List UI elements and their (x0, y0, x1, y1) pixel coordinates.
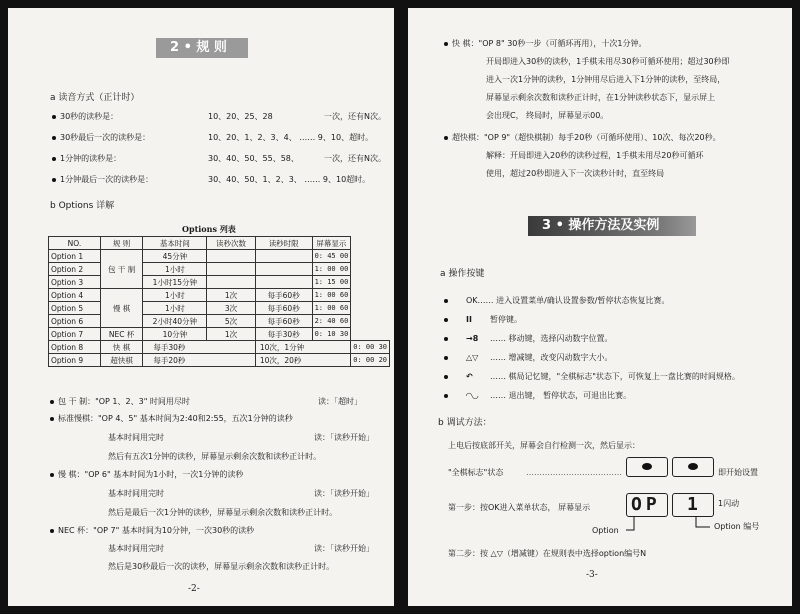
count-row-values: 30、40、50、55、58、 (208, 154, 299, 163)
note-line: 然后有五次1分钟的读秒，屏幕显示剩余次数和读秒正计时。 (108, 452, 322, 461)
count-row-label: 1分钟的读秒是： (52, 153, 121, 164)
cell-display: 0: 45 00 (312, 250, 351, 263)
count-row-values: 10、20、1、2、3、4、 …… 9、10、超时。 (208, 133, 374, 142)
cell-count: 10次，20秒 (255, 354, 350, 367)
paragraph-line: 开局即进入30秒的读秒，1手棋未用尽30秒可循环使用；超过30秒即 (486, 57, 730, 66)
key-row (444, 352, 452, 363)
key-row (444, 314, 452, 325)
bullet-icon (52, 178, 56, 182)
col-display: 屏幕显示 (312, 237, 351, 250)
cell-count: 1次 (207, 328, 256, 341)
cell-no: Option 1 (49, 250, 101, 263)
paragraph-lead: 快 棋："OP 8" 30秒一步（可循环再用），十次1分钟。 (444, 38, 646, 49)
count-row-tail: 一次，还有N次。 (324, 112, 386, 121)
cell-no: Option 3 (49, 276, 101, 289)
note-line: 基本时间用完时 (108, 433, 164, 442)
bullet-icon (444, 136, 448, 140)
note-line: 基本时间用完时 (108, 489, 164, 498)
cell-display: 0: 00 20 (351, 354, 390, 367)
page-number: -2- (188, 584, 200, 594)
note-line: 基本时间用完时 (108, 544, 164, 553)
cell-count: 1次 (207, 289, 256, 302)
bullet-icon (444, 42, 448, 46)
section-a-heading: a 操作按键 (440, 269, 485, 279)
bullet-icon (444, 375, 448, 379)
table-title: Options 列表 (182, 224, 236, 234)
rules-banner: 2 • 规 则 (156, 38, 248, 58)
cell-display: 1: 15 00 (312, 276, 351, 289)
cell-limit (255, 263, 312, 276)
note-line: 读：「读秒开始」 (314, 433, 374, 442)
paragraph-line: 屏幕显示剩余次数和读秒正计时，在1分钟读秒状态下，显示屏上 (486, 93, 716, 102)
cell-rule: 超快棋 (100, 354, 143, 367)
section-b-heading: b 调试方法： (438, 418, 492, 428)
page-number: -3- (586, 570, 598, 580)
note-line: 读：「超时」 (318, 397, 362, 406)
key-description: …… 退出键， 暂停状态，可退出比赛。 (490, 391, 632, 400)
key-row (444, 390, 452, 401)
bullet-icon (444, 394, 448, 398)
count-row-label: 30秒最后一次的读秒是： (52, 132, 150, 143)
cell-base: 2小时40分钟 (143, 315, 207, 328)
bullet-icon (50, 529, 54, 533)
note-bullet-line: 标准慢棋："OP 4、5" 基本时间为2:40和2:55，五次1分钟的读秒 (50, 413, 293, 424)
key-description: …… 增减键，改变闪动数字大小。 (490, 353, 613, 362)
cell-base: 每手20秒 (143, 354, 255, 367)
cell-base: 1小时15分钟 (143, 276, 207, 289)
paragraph-line: 使用，超过20秒即进入下一次读秒计时，直至终局 (486, 169, 665, 178)
up-down-icon: △▽ (466, 353, 479, 362)
intro-text: 上电后按底部开关，屏幕会自行检测一次，然后显示： (448, 441, 640, 450)
note-line: 读：「读秒开始」 (314, 544, 374, 553)
option-callout: Option (592, 526, 619, 535)
col-rule: 规 则 (100, 237, 143, 250)
cell-base: 1小时 (143, 289, 207, 302)
col-limit: 读秒时限 (255, 237, 312, 250)
bullet-icon (50, 473, 54, 477)
table-row (49, 276, 390, 289)
note-line: 然后是30秒最后一次的读秒，屏幕显示剩余次数和读秒正计时。 (108, 562, 335, 571)
cell-no: Option 5 (49, 302, 101, 315)
table-row (49, 250, 390, 263)
cell-rule: 慢 棋 (100, 289, 143, 328)
key-description: …… 棋局记忆键，"全棋标志"状态下，可恢复上一盘比赛的时间规格。 (490, 372, 740, 381)
cell-limit: 每手30秒 (255, 328, 312, 341)
table-row (49, 289, 390, 302)
cell-display: 0: 10 30 (312, 328, 351, 341)
table-row (49, 354, 390, 367)
start-setting-label: 即开始设置 (718, 468, 758, 477)
bullet-icon (52, 157, 56, 161)
cell-display: 1: 00 60 (312, 302, 351, 315)
bullet-icon (444, 318, 448, 322)
paragraph-line: 会出现C， 终局时，屏幕显示00。 (486, 111, 609, 120)
cell-base: 45分钟 (143, 250, 207, 263)
cell-base: 每手30秒 (143, 341, 255, 354)
cell-count (207, 250, 256, 263)
table-row (49, 328, 390, 341)
operation-banner: 3 • 操作方法及实例 (528, 216, 696, 236)
cell-no: Option 4 (49, 289, 101, 302)
table-row (49, 315, 390, 328)
cell-count (207, 263, 256, 276)
key-row (444, 333, 452, 344)
cell-count (207, 276, 256, 289)
table-row (49, 263, 390, 276)
cell-rule: 包 干 制 (100, 250, 143, 289)
cell-display: 1: 00 60 (312, 289, 351, 302)
bullet-icon (52, 136, 56, 140)
pause-icon: II (466, 315, 472, 324)
options-table (48, 236, 390, 367)
right-page (408, 8, 792, 606)
table-row (49, 302, 390, 315)
bullet-icon (52, 115, 56, 119)
key-description: 暂停键。 (490, 315, 522, 324)
section-a-heading: a 读音方式（正计时） (50, 93, 140, 103)
key-row (444, 371, 452, 382)
key-row (444, 295, 452, 306)
left-page (8, 8, 394, 606)
paragraph-line: 解释：开局即进入20秒的读秒过程，1手棋未用尽20秒可循环 (486, 151, 704, 160)
cell-rule: 快 棋 (100, 341, 143, 354)
cell-display: 2: 40 60 (312, 315, 351, 328)
option-number-callout: Option 编号 (714, 522, 760, 531)
cell-count: 5次 (207, 315, 256, 328)
paragraph-line: 进入一次1分钟的读秒，1分钟用尽后进入下1分钟的读秒，至终局， (486, 75, 726, 84)
cell-no: Option 9 (49, 354, 101, 367)
cell-limit: 每手60秒 (255, 302, 312, 315)
exit-icon: ◠◡ (466, 391, 479, 400)
cell-base: 1小时 (143, 302, 207, 315)
seg-op: OP (631, 494, 661, 515)
key-description: OK…… 进入设置菜单/确认设置参数/暂停状态恢复比赛。 (466, 296, 670, 305)
cell-no: Option 8 (49, 341, 101, 354)
cell-limit: 每手60秒 (255, 315, 312, 328)
cell-limit: 每手60秒 (255, 289, 312, 302)
step-two-text: 第二步：按 △▽（增减键）在规则表中选择option编号N (448, 549, 647, 558)
table-header-row (49, 237, 390, 250)
bullet-icon (50, 417, 54, 421)
count-row-values: 10、20、25、28 (208, 112, 273, 121)
cell-display: 1: 00 00 (312, 263, 351, 276)
bullet-icon (50, 400, 54, 404)
bullet-icon (444, 337, 448, 341)
key-description: …… 移动键，选择闪动数字位置。 (490, 334, 613, 343)
col-count: 读秒次数 (207, 237, 256, 250)
note-bullet-line: 慢 棋："OP 6" 基本时间为1小时，一次1分钟的读秒 (50, 469, 243, 480)
cell-limit (255, 276, 312, 289)
note-line: 然后是最后一次1分钟的读秒，屏幕显示剩余次数和读秒正计时。 (108, 508, 338, 517)
state-label: "全棋标志"状态 (448, 468, 504, 477)
bullet-icon (444, 299, 448, 303)
count-row-tail: 一次，还有N次。 (324, 154, 386, 163)
dotted-leader: ……………………………… (526, 468, 622, 477)
move-icon: →8 (466, 334, 479, 343)
cell-no: Option 7 (49, 328, 101, 341)
bullet-icon (444, 356, 448, 360)
section-b-heading: b Options 详解 (50, 201, 115, 211)
note-line: 读：「读秒开始」 (314, 489, 374, 498)
note-bullet-line: 包 干 制："OP 1、2、3" 时间用尽时 (50, 396, 190, 407)
cell-count: 10次，1分钟 (255, 341, 350, 354)
col-no: NO. (49, 237, 101, 250)
cell-no: Option 6 (49, 315, 101, 328)
cell-rule: NEC 杯 (100, 328, 143, 341)
paragraph-lead: 超快棋："OP 9"（超快棋制）每手20秒（可循环使用）、10次、每次20秒。 (444, 132, 721, 143)
step-one-text: 第一步：按OK进入菜单状态， 屏幕显示 (448, 503, 591, 512)
cell-count: 3次 (207, 302, 256, 315)
memory-icon: ↶ (466, 372, 473, 381)
cell-display: 0: 00 30 (351, 341, 390, 354)
cell-no: Option 2 (49, 263, 101, 276)
note-bullet-line: NEC 杯："OP 7" 基本时间为10分钟，一次30秒的读秒 (50, 525, 254, 536)
col-base: 基本时间 (143, 237, 207, 250)
cell-base: 10分钟 (143, 328, 207, 341)
seg-number: 1 (687, 494, 702, 515)
count-row-values: 30、40、50、1、2、3、 …… 9、10超时。 (208, 175, 371, 184)
table-row (49, 341, 390, 354)
count-row-label: 30秒的读秒是： (52, 111, 118, 122)
cell-base: 1小时 (143, 263, 207, 276)
cell-limit (255, 250, 312, 263)
count-row-label: 1分钟最后一次的读秒是： (52, 174, 153, 185)
flash-label: 1闪动 (718, 499, 740, 508)
